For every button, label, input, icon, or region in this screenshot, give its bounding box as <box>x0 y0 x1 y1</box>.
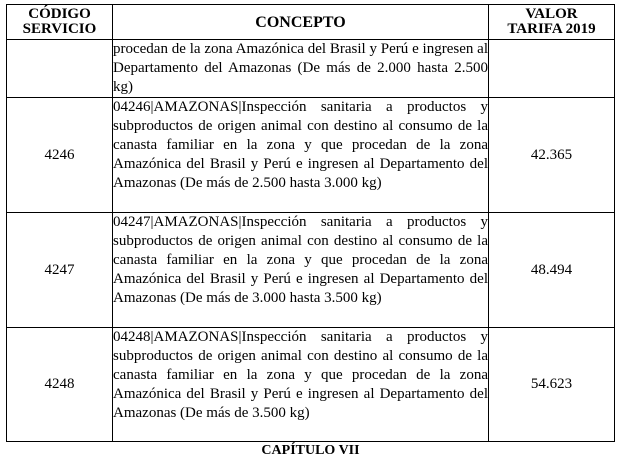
header-value-line2: TARIFA 2019 <box>507 21 596 37</box>
header-value <box>489 5 615 40</box>
table-row <box>7 98 615 213</box>
header-code-line2: SERVICIO <box>22 21 97 37</box>
table-row <box>7 40 615 98</box>
row-concept: 04247|AMAZONAS|Inspección sanitaria a productos y subproductos de origen animal con destino al consumo de la canasta familiar en la zona y que procedan de la zona Amazónica del Brasil y Perú e ingresen al Departamento del Amazonas (De más de 3.000 hasta 3.500 kg) <box>113 213 489 328</box>
header-code <box>7 5 113 40</box>
chapter-heading-text: CAPÍTULO VII <box>261 443 360 458</box>
header-code-line1: CÓDIGO <box>28 6 91 22</box>
header-concept: CONCEPTO <box>113 5 489 40</box>
table-row <box>7 328 615 442</box>
chapter-heading <box>0 443 621 458</box>
tariff-table <box>6 4 615 442</box>
row-value: 48.494 <box>489 213 615 328</box>
row-concept: 04246|AMAZONAS|Inspección sanitaria a productos y subproductos de origen animal con destino al consumo de la canasta familiar en la zona y que procedan de la zona Amazónica del Brasil y Perú e ingresen al Departamento del Amazonas (De más de 2.500 hasta 3.000 kg) <box>113 98 489 213</box>
header-value-line1: VALOR <box>525 6 578 22</box>
row-code: 4246 <box>7 98 113 213</box>
row-concept: procedan de la zona Amazónica del Brasil y Perú e ingresen al Departamento del Amazonas (De más de 2.000 hasta 2.500 kg) <box>113 40 489 98</box>
row-code: 4248 <box>7 328 113 442</box>
table-row <box>7 213 615 328</box>
row-value: 42.365 <box>489 98 615 213</box>
row-value: 54.623 <box>489 328 615 442</box>
row-code <box>7 40 113 98</box>
row-value <box>489 40 615 98</box>
table-header-row <box>7 5 615 40</box>
row-concept: 04248|AMAZONAS|Inspección sanitaria a productos y subproductos de origen animal con destino al consumo de la canasta familiar en la zona y que procedan de la zona Amazónica del Brasil y Perú e ingresen al Departamento del Amazonas (De más de 3.500 kg) <box>113 328 489 442</box>
row-code: 4247 <box>7 213 113 328</box>
